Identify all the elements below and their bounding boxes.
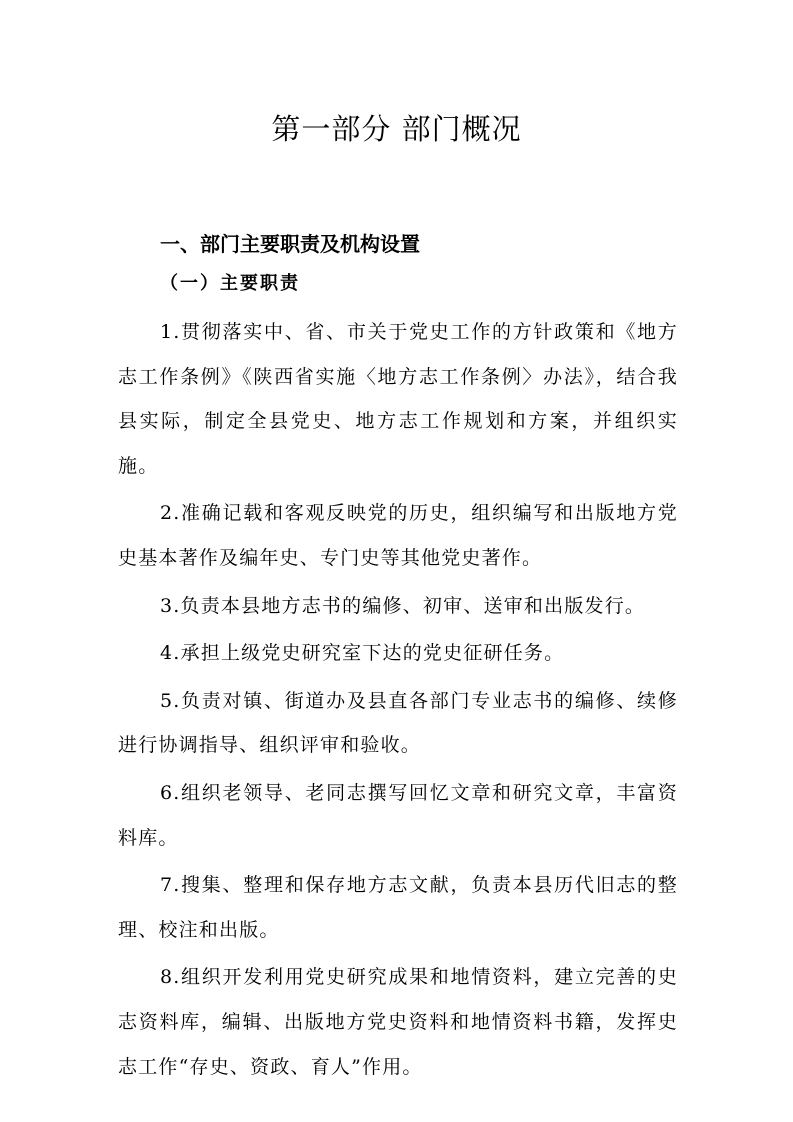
paragraph-4: 4.承担上级党史研究室下达的党史征研任务。 xyxy=(160,642,565,665)
paragraph-7: 7.搜集、整理和保存地方志文献，负责本县历代旧志的整理、校注和出版。 xyxy=(118,874,678,941)
sub-heading: （一）主要职责 xyxy=(160,273,300,294)
paragraph-6: 6.组织老领导、老同志撰写回忆文章和研究文章，丰富资料库。 xyxy=(118,781,678,849)
paragraph-1: 1.贯彻落实中、省、市关于党史工作的方针政策和《地方志工作条例》《陕西省实施〈地方志工作条例〉办法》，结合我县实际，制定全县党史、地方志工作规划和方案，并组织实施。 xyxy=(118,321,678,477)
paragraph-2: 2.准确记载和客观反映党的历史，组织编写和出版地方党史基本著作及编年史、专门史等其他党史著作。 xyxy=(118,502,678,569)
document-body xyxy=(118,310,678,1092)
page-title: 第一部分 部门概况 xyxy=(271,112,522,146)
paragraph-5: 5.负责对镇、街道办及县直各部门专业志书的编修、续修进行协调指导、组织评审和验收。 xyxy=(118,689,678,757)
section-heading: 一、部门主要职责及机构设置 xyxy=(160,232,420,256)
paragraph-3: 3.负责本县地方志书的编修、初审、送审和出版发行。 xyxy=(160,594,646,617)
paragraph-8: 8.组织开发利用党史研究成果和地情资料，建立完善的史志资料库，编辑、出版地方党史资料和地情资料书籍，发挥史志工作“存史、资政、育人”作用。 xyxy=(118,966,678,1078)
